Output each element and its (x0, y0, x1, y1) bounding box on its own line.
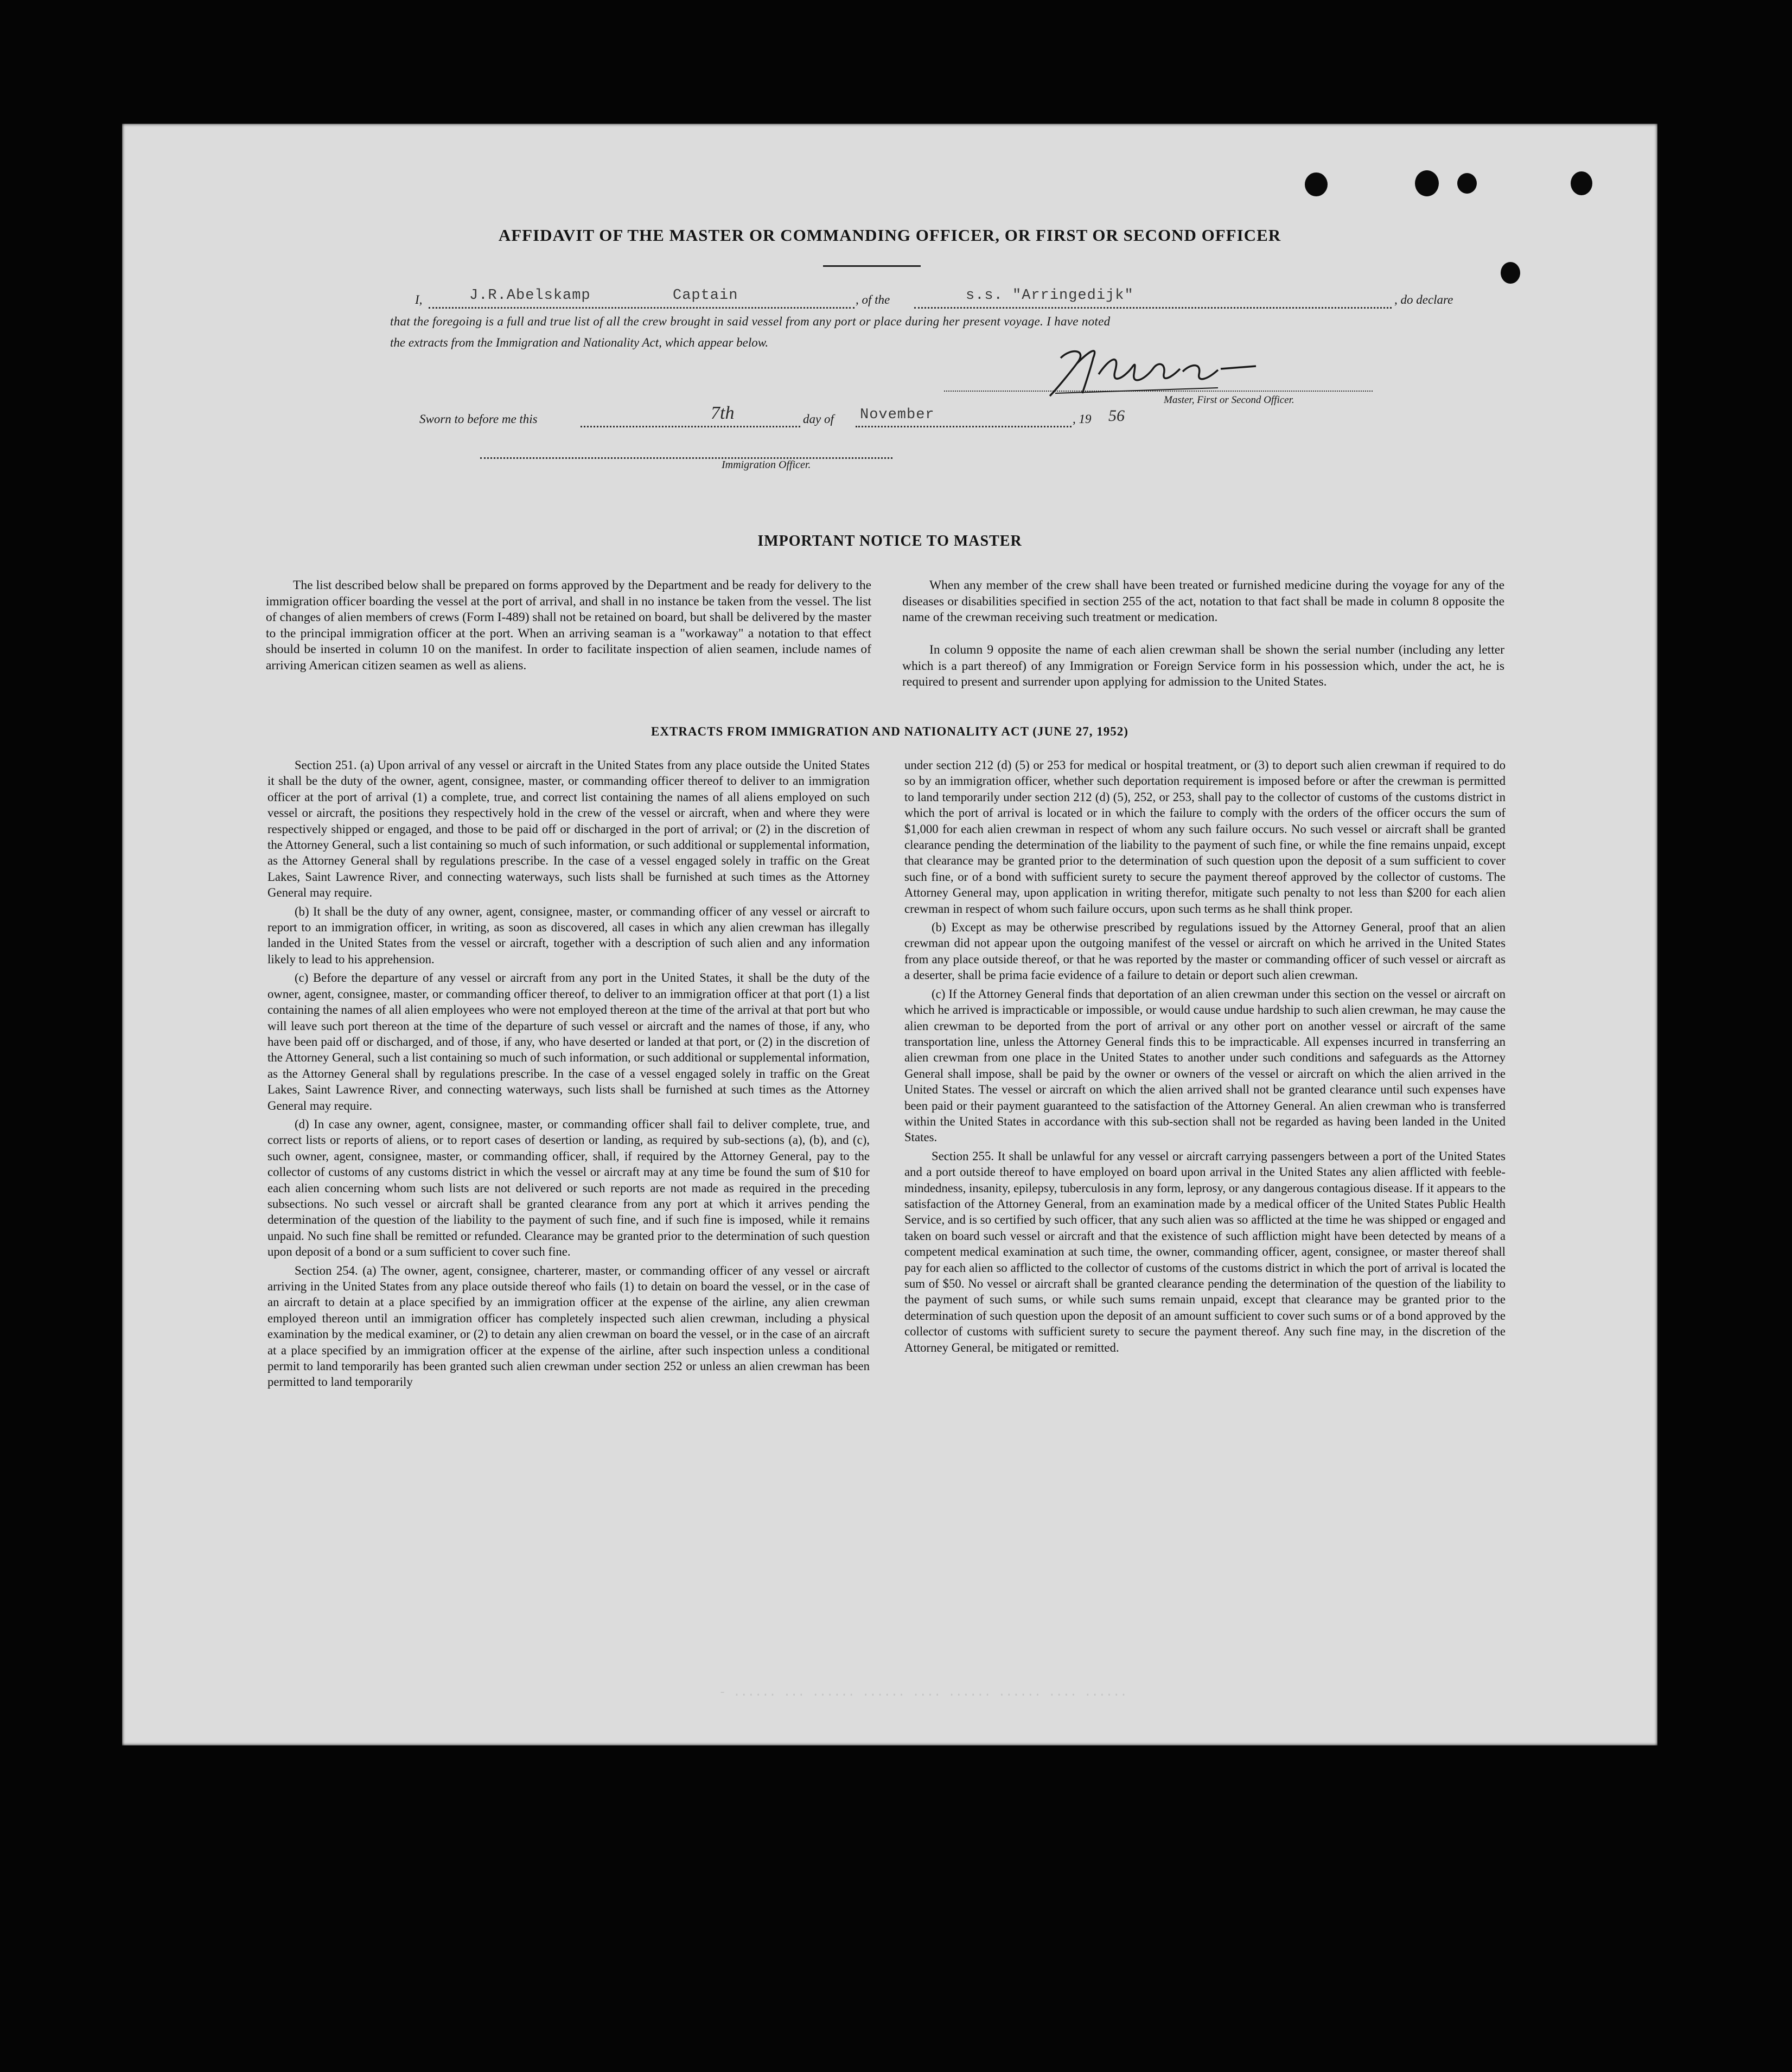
section-254-a: Section 254. (a) The owner, agent, consignee, charterer, master, or commanding officer of any vessel or aircraft arriving in the United States from any place outside thereof who fails (1) to detain on board the vessel, or in the case of an aircraft to detain at a place specified by an immigration officer at the expense of the airline, any alien crewman employed thereon until an immigration officer has completely inspected such alien crewman, including a physical examination by the medical examiner, or (2) to detain any alien crewman on board the vessel, or in the case of an aircraft at a place specified by an immigration officer at the expense of the airline, after such inspection unless a conditional permit to land temporarily has been granted such alien crewman under section 252 or unless an alien crewman has been permitted to land temporarily (267, 1263, 870, 1389)
pronoun-i: I, (415, 293, 423, 306)
year-label: , 19 (1073, 412, 1092, 426)
notice-title: IMPORTANT NOTICE TO MASTER (757, 533, 1022, 549)
vessel-line (914, 307, 1392, 309)
do-declare-label: , do declare (1394, 293, 1453, 306)
section-251-a: Section 251. (a) Upon arrival of any vessel or aircraft in the United States from any place outside the United States it shall be the duty of the owner, agent, consignee, master, or commanding officer thereof to deliver to an immigration officer at the port of arrival (1) a complete, true, and correct list containing the names of all aliens employed on such vessel or aircraft, the positions they respectively hold in the crew of the vessel or aircraft, when and where they were respectively shipped or engaged, and those to be paid off or discharged in the port of arrival; or (2) in the discretion of the Attorney General, such a list containing so much of such information, or such additional or supplemental information, as the Attorney General shall by regulations prescribe. In the case of a vessel engaged solely in traffic on the Great Lakes, Saint Lawrence River, and connecting waterways, such lists shall be furnished at such times as the Attorney General may require. (267, 758, 870, 900)
affidavit-title: AFFIDAVIT OF THE MASTER OR COMMANDING OFFICER, OR FIRST OR SECOND OFFICER (498, 226, 1281, 245)
day-of-label: day of (803, 412, 834, 426)
notice-left-paragraph: The list described below shall be prepared on forms approved by the Department and be ready for delivery to the immigration officer boarding the vessel at the port of arrival, and shall in no instance be taken from the vessel. The list of changes of alien members of crews (Form I-489) shall not be retained on board, but shall be delivered by the master to the principal immigration officer at the port. When an arriving seaman is a "workaway" a notation to that effect should be inserted in column 10 on the manifest. In order to facilitate inspection of alien seamen, include names of arriving American citizen seamen as well as aliens. (266, 578, 871, 673)
section-254-a-cont: under section 212 (d) (5) or 253 for medical or hospital treatment, or (3) to deport such alien crewman if required to do so by an immigration officer, whether such deportation requirement is imposed before or after the crewman is permitted to land temporarily under section 212 (d) (5), 252, or 253, shall pay to the collector of customs of the customs district in which the port of arrival is located or in which the failure to comply with the orders of the officer occurs the sum of $1,000 for each alien crewman in respect of whom any such failure occurs. No such vessel or aircraft shall be granted clearance pending the determination of the liability to the payment of such fine, or while the fine remains unpaid, except that clearance may be granted prior to the determination of such question upon the deposit of a sum sufficient to cover such fine, or of a bond with sufficient surety to secure the payment thereof approved by the collector of customs. The Attorney General may, upon application in writing therefor, mitigate such penalty to not less than $200 for each alien crewman in respect of whom such failure occurs, upon such terms as he shall think proper. (904, 758, 1506, 916)
extracts-right-column (904, 757, 1506, 1358)
section-255: Section 255. It shall be unlawful for any vessel or aircraft carrying passengers between a port of the United States and a port outside thereof to have employed on board upon arrival in the United States any alien afflicted with feeble-mindedness, insanity, epilepsy, tuberculosis in any form, leprosy, or any dangerous contagious disease. If it appears to the satisfaction of the Attorney General, from an examination made by a medical officer of the United States Public Health Service, and is so certified by such officer, that any such alien was so afflicted at the time he was shipped or engaged and taken on board such vessel or aircraft and that the existence of such affliction might have been detected by means of a competent medical examination at such time, the owner, commanding officer, agent, consignee, or master thereof shall pay for each alien so afflicted to the collector of customs of the customs district in which the port of arrival is located the sum of $50. No vessel or aircraft shall be granted clearance pending the determination of the question of the liability to the payment of such sums, or while such sums remain unpaid, except that clearance may be granted prior to the determination of such question upon the deposit of an amount sufficient to cover such sums or of a bond approved by the collector of customs with sufficient surety to secure the payment thereof. Any such fine may, in the discretion of the Attorney General, be mitigated or remitted. (904, 1149, 1506, 1354)
punch-hole (1501, 262, 1520, 284)
name-line (429, 307, 854, 309)
master-caption: Master, First or Second Officer. (1164, 394, 1294, 406)
master-name: J.R.Abelskamp (469, 287, 591, 304)
extracts-left-column (267, 757, 870, 1393)
sworn-day: 7th (711, 403, 735, 423)
sworn-month: November (860, 407, 935, 423)
master-signature (1039, 342, 1267, 401)
title-rule (823, 265, 921, 267)
affidavit-statement: that the foregoing is a full and true list of all the crew brought in said vessel from any port or place during her present voyage. I have noted (390, 315, 1111, 328)
section-251-d: (d) In case any owner, agent, consignee, master, or commanding officer shall fail to deliver complete, true, and correct lists or reports of aliens, or to report cases of desertion or landing, as required by sub-sections (a), (b), and (c), such owner, agent, consignee, master, or commanding officer, shall, if required by the Attorney General, pay to the collector of customs of any customs district in which the vessel or aircraft may at any time be found the sum of $10 for each alien concerning whom such lists are not delivered or such reports are not made as required in the preceding subsections. No such vessel or aircraft shall be granted clearance from any port at which it arrives pending the determination of the question of the liability to the payment of such fine, and if such fine is imposed, while it remains unpaid. No such fine shall be remitted or refunded. Clearance may be granted prior to the determination of such question upon deposit of a bond or a sum sufficient to cover such fine. (267, 1117, 870, 1259)
extracts-title: EXTRACTS FROM IMMIGRATION AND NATIONALITY ACT (JUNE 27, 1952) (651, 725, 1128, 738)
immigration-signature-line (480, 457, 892, 459)
section-251-b: (b) It shall be the duty of any owner, agent, consignee, master, or commanding officer of any vessel or aircraft to report to an immigration officer, in writing, as soon as discovered, all cases in which any alien crewman has illegally landed in the United States from the vessel or aircraft, together with a description of such alien and any information likely to lead to his apprehension. (267, 904, 870, 966)
punch-hole (1457, 173, 1477, 194)
sworn-year: 56 (1108, 407, 1125, 425)
section-254-c: (c) If the Attorney General finds that deportation of an alien crewman under this section on the vessel or aircraft on which he arrived is impracticable or impossible, or would cause undue hardship to such alien crewman, he may cause the alien crewman to be deported from the port of arrival or any other port on another vessel or aircraft of the same transportation line, unless the Attorney General finds this to be impracticable. All expenses incurred in transferring an alien crewman from one place in the United States to another under such conditions and safeguards as the Attorney General shall impose, shall be paid by the owner or owners of the vessel or aircraft on which the alien arrived in the United States. The vessel or aircraft on which the alien arrived shall not be granted clearance until such expenses have been paid or their payment guaranteed to the satisfaction of the Attorney General. An alien crewman who is transferred within the United States in accordance with this sub-section shall not be regarded as having been landed in the United States. (904, 987, 1506, 1144)
punch-hole (1415, 170, 1439, 196)
sworn-day-line (581, 426, 800, 427)
vessel-name: s.s. "Arringedijk" (966, 287, 1134, 304)
notice-right-paragraph: When any member of the crew shall have been treated or furnished medicine during the voyage for any of the diseases or disabilities specified in section 255 of the act, notation to that fact shall be made in column 8 opposite the name of the crewman receiving such treatment or medication. (902, 578, 1504, 624)
month-line (856, 426, 1072, 427)
of-the-label: , of the (856, 293, 890, 306)
bleed-through-text: - ...... ... ...... ...... .... ...... ...... .... ...... (719, 1686, 1127, 1699)
sworn-label: Sworn to before me this (419, 412, 538, 426)
section-254-b: (b) Except as may be otherwise prescribed by regulations issued by the Attorney General, proof that an alien crewman did not appear upon the outgoing manifest of the vessel or aircraft on which he arrived in the United States from any place outside thereof, or that he was reported by the master or commanding officer of such vessel or aircraft as a deserter, shall be prima facie evidence of a failure to detain or deport such alien crewman. (904, 920, 1506, 982)
section-251-c: (c) Before the departure of any vessel or aircraft from any port in the United States, it shall be the duty of the owner, agent, consignee, master, or commanding officer thereof, to deliver to an immigration officer at that port (1) a list containing the names of all alien employees who were not employed thereon at the time of the arrival at that port but who will leave such port thereon at the time of the departure of such vessel or aircraft and the names of those, if any, who have been paid off or discharged, and of those, if any, who have deserted or landed at that port, or (2) in the discretion of the Attorney General, such a list containing so much of such information, or such additional or supplemental information, as the Attorney General shall by regulations prescribe. In the case of a vessel engaged solely in traffic on the Great Lakes, Saint Lawrence River, and connecting waterways, such lists shall be furnished at such times as the Attorney General may require. (267, 971, 870, 1112)
master-rank: Captain (673, 287, 738, 304)
notice-right-paragraph-2: In column 9 opposite the name of each alien crewman shall be shown the serial number (including any letter which is a part thereof) of any Immigration or Foreign Service form in his possession which, under the act, he is required to present and surrender upon applying for admission to the United States. (902, 643, 1504, 689)
punch-hole (1305, 172, 1328, 196)
immigration-caption: Immigration Officer. (722, 459, 811, 471)
punch-hole (1571, 171, 1592, 195)
affidavit-statement-2: the extracts from the Immigration and Nationality Act, which appear below. (390, 336, 769, 349)
document-page (122, 124, 1657, 1745)
